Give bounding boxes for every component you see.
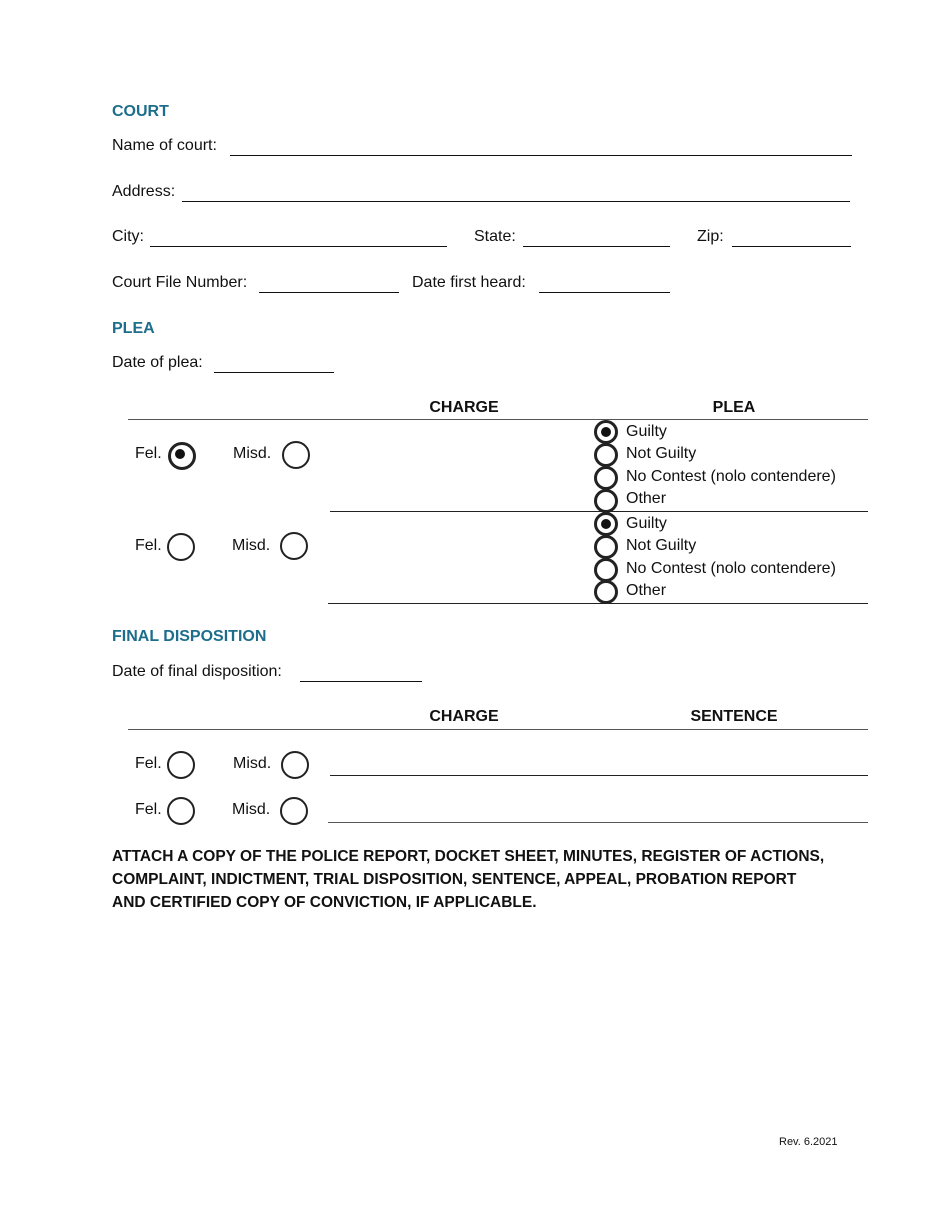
plea-row1-other-label: Other xyxy=(626,490,667,507)
plea-row2-not-guilty-label: Not Guilty xyxy=(626,537,697,554)
disposition-charge-header: CHARGE xyxy=(429,708,499,725)
disposition-row2-fel-label: Fel. xyxy=(135,801,162,818)
attachment-notice-line3: AND CERTIFIED COPY OF CONVICTION, IF APPLICABLE. xyxy=(112,894,537,911)
date-of-final-disposition-field[interactable] xyxy=(300,681,422,682)
state-label: State: xyxy=(474,228,516,245)
court-file-number-field[interactable] xyxy=(259,292,399,293)
zip-label: Zip: xyxy=(697,228,724,245)
city-field[interactable] xyxy=(150,246,447,247)
plea-row1-no-contest-label: No Contest (nolo contendere) xyxy=(626,468,836,485)
attachment-notice-line1: ATTACH A COPY OF THE POLICE REPORT, DOCKET SHEET, MINUTES, REGISTER OF ACTIONS, xyxy=(112,848,825,865)
court-file-number-label: Court File Number: xyxy=(112,274,248,291)
revision-label: Rev. 6.2021 xyxy=(779,1136,838,1148)
court-section-title: COURT xyxy=(112,103,169,120)
plea-row1-fel-label: Fel. xyxy=(135,445,162,462)
plea-row2-not-guilty-radio[interactable] xyxy=(594,535,618,559)
disposition-row1-misd-label: Misd. xyxy=(233,755,272,772)
court-name-field[interactable] xyxy=(230,155,852,156)
attachment-notice-line2: COMPLAINT, INDICTMENT, TRIAL DISPOSITION, SENTENCE, APPEAL, PROBATION REPORT xyxy=(112,871,797,888)
disposition-row1-misd-radio[interactable] xyxy=(281,751,309,779)
plea-row1-fel-radio[interactable] xyxy=(168,442,196,470)
state-field[interactable] xyxy=(523,246,670,247)
plea-row1-misd-label: Misd. xyxy=(233,445,272,462)
plea-row1-misd-radio[interactable] xyxy=(282,441,310,469)
zip-field[interactable] xyxy=(732,246,851,247)
disposition-row1-fel-radio[interactable] xyxy=(167,751,195,779)
disposition-section-title: FINAL DISPOSITION xyxy=(112,628,267,645)
plea-row1-not-guilty-radio[interactable] xyxy=(594,443,618,467)
plea-row2-guilty-radio[interactable] xyxy=(594,512,618,536)
plea-row1-guilty-radio[interactable] xyxy=(594,420,618,444)
plea-row2-rule xyxy=(328,603,868,604)
plea-row2-fel-radio[interactable] xyxy=(167,533,195,561)
plea-row1-rule xyxy=(330,511,868,512)
disposition-row2-rule[interactable] xyxy=(328,822,868,823)
court-name-label: Name of court: xyxy=(112,137,217,154)
address-label: Address: xyxy=(112,183,176,200)
plea-row2-misd-radio[interactable] xyxy=(280,532,308,560)
disposition-table-header-rule xyxy=(128,729,868,730)
plea-row2-guilty-label: Guilty xyxy=(626,515,667,532)
attachment-notice xyxy=(112,845,852,914)
date-first-heard-label: Date first heard: xyxy=(412,274,526,291)
plea-table-header-rule xyxy=(128,419,868,420)
plea-plea-header: PLEA xyxy=(712,399,756,416)
city-label: City: xyxy=(112,228,144,245)
address-field[interactable] xyxy=(182,201,850,202)
plea-charge-header: CHARGE xyxy=(429,399,499,416)
disposition-row2-misd-label: Misd. xyxy=(232,801,271,818)
plea-row2-no-contest-radio[interactable] xyxy=(594,558,618,582)
date-of-plea-field[interactable] xyxy=(214,372,334,373)
disposition-row1-fel-label: Fel. xyxy=(135,755,162,772)
plea-row2-other-label: Other xyxy=(626,582,667,599)
plea-row1-guilty-label: Guilty xyxy=(626,423,667,440)
plea-row1-not-guilty-label: Not Guilty xyxy=(626,445,697,462)
plea-row2-no-contest-label: No Contest (nolo contendere) xyxy=(626,560,836,577)
plea-row1-other-radio[interactable] xyxy=(594,489,618,513)
plea-row2-misd-label: Misd. xyxy=(232,537,271,554)
plea-section-title: PLEA xyxy=(112,320,155,337)
disposition-row1-rule[interactable] xyxy=(330,775,868,776)
date-of-plea-label: Date of plea: xyxy=(112,354,203,371)
date-first-heard-field[interactable] xyxy=(539,292,670,293)
disposition-sentence-header: SENTENCE xyxy=(690,708,778,725)
disposition-row2-fel-radio[interactable] xyxy=(167,797,195,825)
disposition-row2-misd-radio[interactable] xyxy=(280,797,308,825)
plea-row2-other-radio[interactable] xyxy=(594,580,618,604)
date-of-final-disposition-label: Date of final disposition: xyxy=(112,663,282,680)
plea-row2-fel-label: Fel. xyxy=(135,537,162,554)
plea-row1-no-contest-radio[interactable] xyxy=(594,466,618,490)
